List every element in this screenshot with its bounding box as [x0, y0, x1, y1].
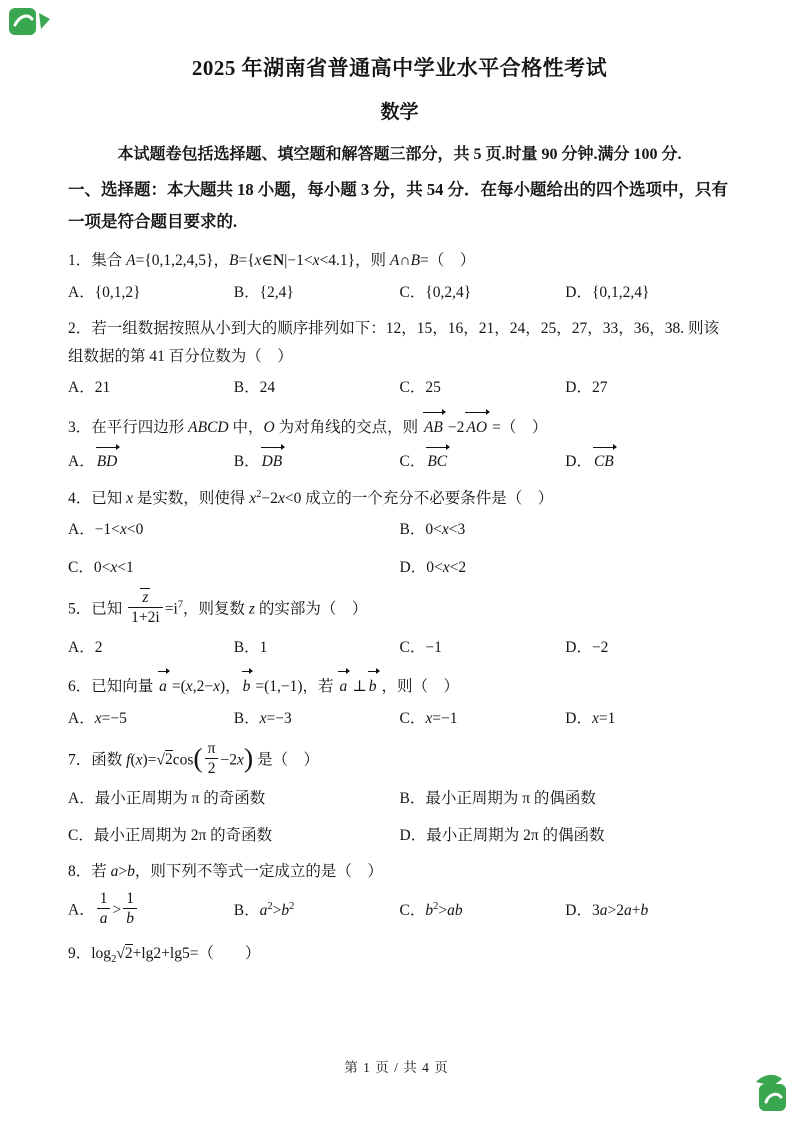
page-footer: 第 1 页 / 共 4 页 — [344, 1060, 449, 1075]
question-1-stem: 1．集合 A={0,1,2,4,5}，B={x∈N|−1<x<4.1}，则 A∩B=（ ） — [68, 252, 476, 270]
question-2-option-c: C．25 — [399, 379, 441, 397]
question-1-option-a: A．{0,1,2} — [68, 283, 141, 301]
question-5-option-a: A．2 — [68, 638, 103, 656]
question-8-option-c: C．$b^2>ab$ — [399, 900, 463, 919]
question-1-options — [68, 280, 731, 306]
question-7-option-b: B．最小正周期为 π 的偶函数 — [399, 789, 596, 807]
question-9 — [68, 940, 731, 970]
exam-subject: 数学 — [380, 102, 419, 123]
question-3 — [68, 411, 731, 476]
question-5 — [68, 590, 731, 661]
question-3-option-d: D． CB — [565, 446, 731, 475]
question-4-option-b: B．0<x<3 — [399, 521, 466, 539]
question-2 — [68, 315, 731, 402]
question-3-stem: 3．在平行四边形 ABCD 中，O 为对角线的交点，则 AB −2 AO =（ ） — [68, 411, 731, 442]
exam-title: 2025 年湖南省普通高中学业水平合格性考试 — [191, 56, 608, 80]
publisher-watermark-icon — [748, 1070, 788, 1114]
question-8 — [68, 858, 731, 930]
question-4-options — [68, 517, 731, 581]
question-2-option-d: D．27 — [565, 379, 608, 397]
question-5-stem: 5．已知 $\frac{z}{1+2i}$ $=i^7$，则复数 z 的实部为（ ） — [68, 588, 368, 627]
question-7-options — [68, 786, 731, 850]
question-7-stem: 7．函数 f(x)=√2cos( $\frac{\pi}{2}$ −2x) 是（ ） — [68, 739, 320, 778]
section-heading: 一、选择题：本大题共 18 小题，每小题 3 分，共 54 分．在每小题给出的四个选项中，只有一项是符合题目要求的. — [68, 180, 728, 232]
question-3-option-a: A． BD — [68, 446, 234, 475]
question-6-option-b: B．x=−3 — [233, 709, 292, 727]
question-4-option-a: A．−1<x<0 — [68, 521, 144, 539]
question-3-options — [68, 446, 731, 475]
question-8-option-d: D．3a>2a+b — [565, 901, 649, 919]
question-7-option-c: C．最小正周期为 2π 的奇函数 — [68, 827, 273, 845]
question-1 — [68, 247, 731, 306]
question-7-option-a: A．最小正周期为 π 的奇函数 — [68, 789, 266, 807]
question-3-option-b: B． DB — [234, 446, 400, 475]
exam-content — [68, 52, 731, 970]
question-2-options — [68, 375, 731, 401]
question-7 — [68, 741, 731, 849]
question-8-option-b: B．$a^2>b^2$ — [233, 900, 295, 919]
question-2-option-a: A．21 — [68, 379, 111, 397]
question-8-options — [68, 891, 731, 931]
question-9-stem: 9．$\log_2√2+\lg 2+\lg 5=$（ ） — [68, 944, 261, 965]
question-1-option-b: B．{2,4} — [233, 283, 294, 301]
question-1-option-d: D．{0,1,2,4} — [565, 283, 650, 301]
question-2-stem: 2．若一组数据按照从小到大的顺序排列如下：12，15，16，21，24，25，27，33，36，38. 则该组数据的第 41 百分位数为（ ） — [68, 320, 720, 365]
question-4-option-c: C．0<x<1 — [68, 558, 134, 576]
exam-instructions: 本试题卷包括选择题、填空题和解答题三部分，共 5 页.时量 90 分钟.满分 100 分. — [117, 146, 682, 163]
question-6-option-a: A．x=−5 — [68, 709, 127, 727]
question-2-option-b: B．24 — [233, 379, 276, 397]
question-4-option-d: D．0<x<2 — [399, 558, 467, 576]
question-6-options — [68, 706, 731, 732]
question-6-option-d: D．x=1 — [565, 709, 616, 727]
question-8-option-a: A． $\frac{1}{a}$ > $\frac{1}{b}$ — [68, 891, 234, 931]
question-5-option-d: D．−2 — [565, 638, 609, 656]
question-5-option-b: B．1 — [233, 638, 268, 656]
question-1-option-c: C．{0,2,4} — [399, 283, 472, 301]
question-5-options — [68, 635, 731, 661]
question-4-stem: 4．已知 x 是实数，则使得 $x^2-2x<0$ 成立的一个充分不必要条件是（ ） — [68, 488, 554, 507]
question-5-option-c: C．−1 — [399, 638, 442, 656]
question-6-option-c: C．x=−1 — [399, 709, 458, 727]
publisher-watermark-icon — [8, 5, 52, 41]
question-8-stem: 8．若 a>b，则下列不等式一定成立的是（ ） — [68, 863, 383, 881]
question-7-option-d: D．最小正周期为 2π 的偶函数 — [399, 827, 605, 845]
question-4 — [68, 485, 731, 581]
question-6-stem: 6．已知向量 a =(x,2−x)， b =(1,−1)，若 a ⊥ b ，则（ ） — [68, 670, 731, 701]
question-3-option-c: C． BC — [400, 446, 566, 475]
question-6 — [68, 670, 731, 732]
